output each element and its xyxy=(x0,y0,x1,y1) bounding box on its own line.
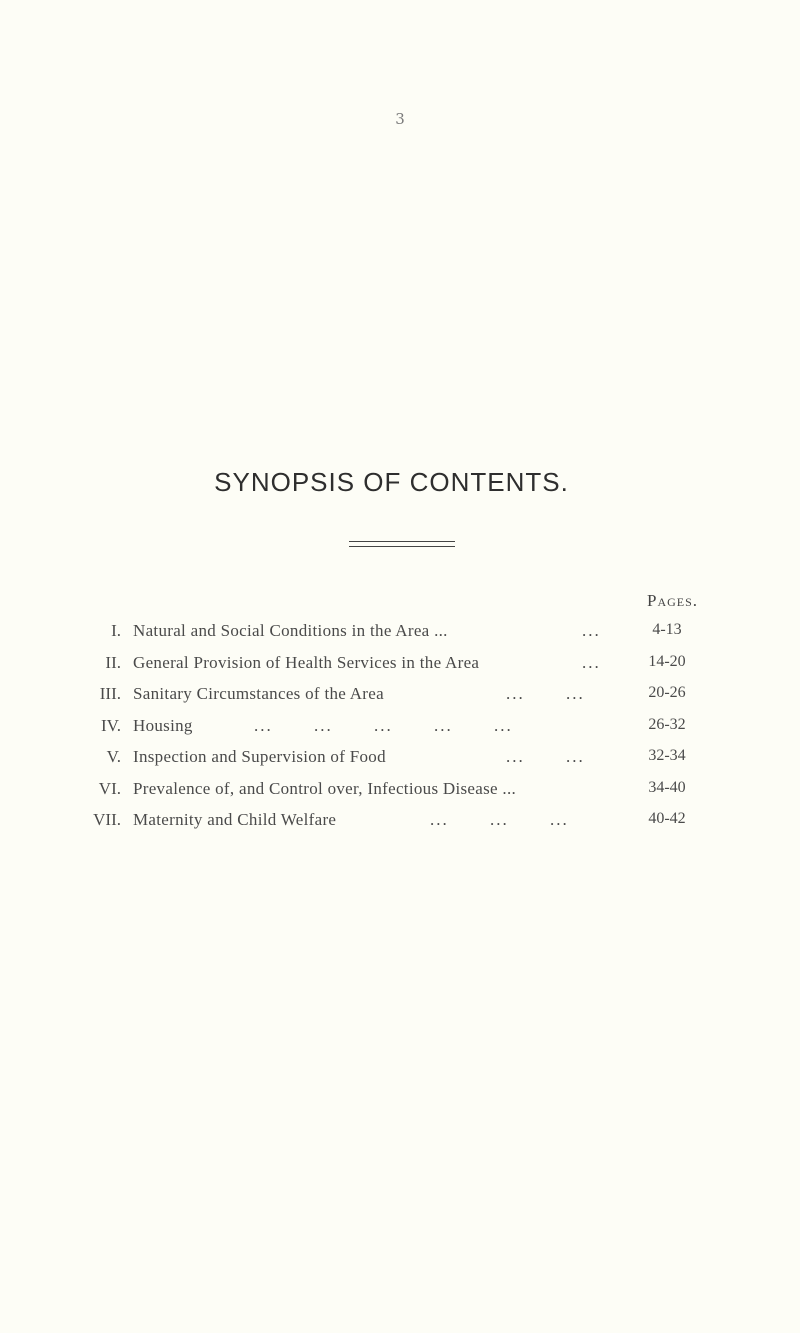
section-pages: 4-13 xyxy=(652,621,682,638)
toc-row xyxy=(0,714,800,746)
dot-leaders: ... xyxy=(582,652,601,672)
pages-column-heading: Pages. xyxy=(647,591,699,610)
section-pages: 26-32 xyxy=(648,715,686,733)
section-numeral: V. xyxy=(106,747,121,766)
section-title: Sanitary Circumstances of the Area xyxy=(133,684,384,703)
dot-leaders: ... xyxy=(582,621,601,640)
table-of-contents xyxy=(0,619,800,840)
dot-leaders: ... ... xyxy=(506,684,585,703)
dot-leaders: ... ... xyxy=(506,747,585,766)
toc-row xyxy=(0,777,800,809)
section-numeral: IV. xyxy=(101,715,121,735)
toc-row xyxy=(0,619,800,651)
section-pages: 34-40 xyxy=(648,778,686,796)
section-numeral: III. xyxy=(99,684,121,703)
section-pages: 32-34 xyxy=(648,747,686,764)
section-pages: 14-20 xyxy=(648,652,686,670)
title-divider-bottom xyxy=(349,546,455,547)
page-title: SYNOPSIS OF CONTENTS. xyxy=(214,467,569,497)
section-title: General Provision of Health Services in the Area xyxy=(133,652,480,672)
section-title: Housing xyxy=(133,715,193,735)
section-title: Prevalence of, and Control over, Infectious Disease ... xyxy=(133,778,517,798)
section-pages: 20-26 xyxy=(648,684,686,701)
dot-leaders: ... ... ... ... ... xyxy=(254,715,513,735)
toc-row xyxy=(0,808,800,840)
section-numeral: VII. xyxy=(93,810,121,829)
toc-row xyxy=(0,682,800,714)
section-title: Maternity and Child Welfare xyxy=(133,810,337,829)
section-title: Natural and Social Conditions in the Area ... xyxy=(133,621,448,640)
title-divider-top xyxy=(349,541,455,542)
section-numeral: VI. xyxy=(98,778,121,798)
page-number: 3 xyxy=(395,110,405,128)
toc-row xyxy=(0,745,800,777)
section-title: Inspection and Supervision of Food xyxy=(133,747,386,766)
section-pages: 40-42 xyxy=(648,810,686,827)
section-numeral: II. xyxy=(105,652,121,672)
toc-row xyxy=(0,651,800,683)
dot-leaders: ... ... ... xyxy=(430,810,569,829)
section-numeral: I. xyxy=(111,621,121,640)
